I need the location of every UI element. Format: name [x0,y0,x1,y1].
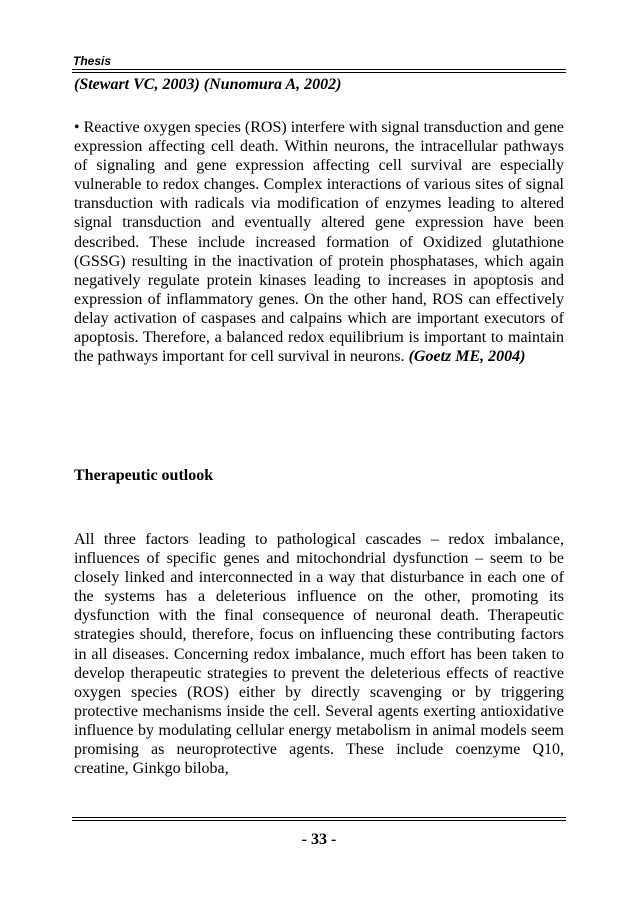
section-heading: Therapeutic outlook [74,467,214,484]
top-citation: (Stewart VC, 2003) (Nunomura A, 2002) [74,76,342,93]
footer-divider [72,817,566,821]
page-number: - 33 - [301,831,337,848]
paragraph-ros-citation: (Goetz ME, 2004) [408,348,526,366]
running-header: Thesis [73,54,112,68]
paragraph-outlook: All three factors leading to pathological cascades – redox imbalance, influences of specific genes and mitochondrial dysfunction – seem to be closely linked and interconnected in a way that disturbance in each one of the systems has a deleterious influence on the other, promoting its dysfunction with the final consequence of neuronal death. Therapeutic strategies should, therefore, focus on influencing these contributing factors in all diseases. Concerning redox imbalance, much effort has been taken to develop therapeutic strategies to prevent the deleterious effects of reactive oxygen species (ROS) either by directly scavenging or by triggering protective mechanisms inside the cell. Several agents exerting antioxidative influence by modulating cellular energy metabolism in animal models seem promising as neuroprotective agents. These include coenzyme Q10, creatine, Ginkgo biloba, [74,531,564,778]
paragraph-ros-text: • Reactive oxygen species (ROS) interfere with signal transduction and gene expression affecting cell death. Within neurons, the intracellular pathways of signaling and gene expression affecting cell survival are especially vulnerable to redox changes. Complex interactions of various sites of signal transduction with radicals via modification of enzymes leading to altered signal transduction and eventually altered gene expression have been described. These include increased formation of Oxidized glutathione (GSSG) resulting in the inactivation of protein phosphatases, which again negatively regulate protein kinases leading to increases in apoptosis and expression of inflammatory genes. On the other hand, ROS can effectively delay activation of caspases and calpains which are important executors of apoptosis. Therefore, a balanced redox equilibrium is important to maintain the pathways important for cell survival in neurons. [74,119,564,366]
header-divider [72,69,566,73]
paragraph-ros [74,118,564,366]
